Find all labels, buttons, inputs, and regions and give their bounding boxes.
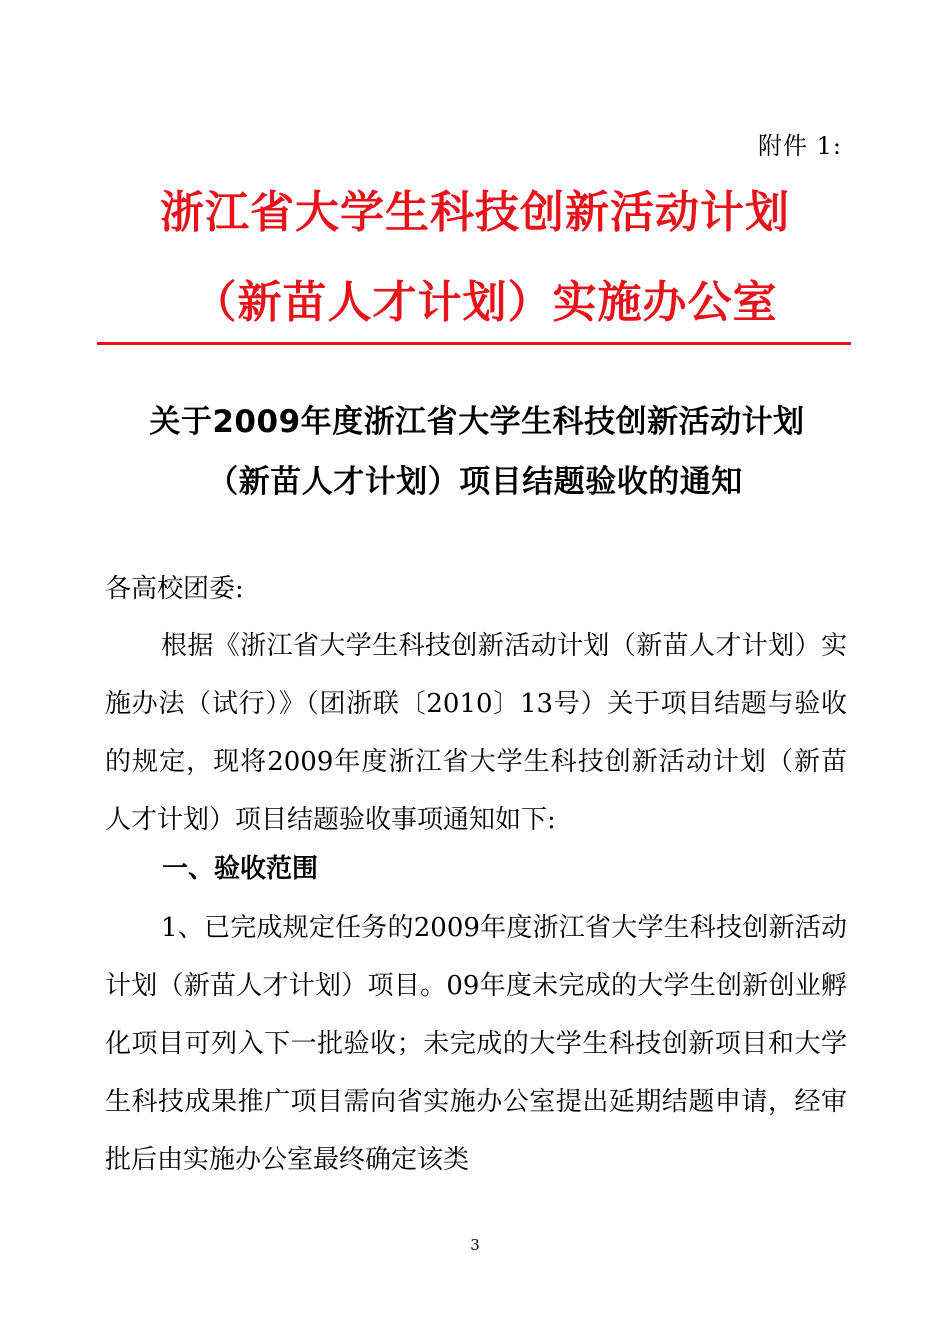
section-heading-scope: 一、验收范围 [162,854,319,884]
issuing-office-line1: 浙江省大学生科技创新活动计划 [160,187,790,238]
notice-title-line2: （新苗人才计划）项目结题验收的通知 [207,464,743,500]
attachment-label: 附件 1: [758,132,842,160]
intro-paragraph: 根据《浙江省大学生科技创新活动计划（新苗人才计划）实施办法（试行）》（团浙联〔2010〕13号）关于项目结题与验收的规定，现将2009年度浙江省大学生科技创新活动计划（新苗人才计划）项目结题验收事项通知如下: [105,631,847,835]
scope-paragraph-1: 1、已完成规定任务的2009年度浙江省大学生科技创新活动计划（新苗人才计划）项目。09年度未完成的大学生创新创业孵化项目可列入下一批验收；未完成的大学生科技创新项目和大学生科技成果推广项目需向省实施办公室提出延期结题申请，经审批后由实施办公室最终确定该类 [105,913,847,1175]
red-header-divider [97,342,851,345]
issuing-office-line2: （新苗人才计划）实施办公室 [192,277,778,328]
page-number: 3 [470,1236,480,1254]
salutation: 各高校团委: [105,574,244,604]
notice-title-line1: 关于2009年度浙江省大学生科技创新活动计划 [149,404,805,440]
